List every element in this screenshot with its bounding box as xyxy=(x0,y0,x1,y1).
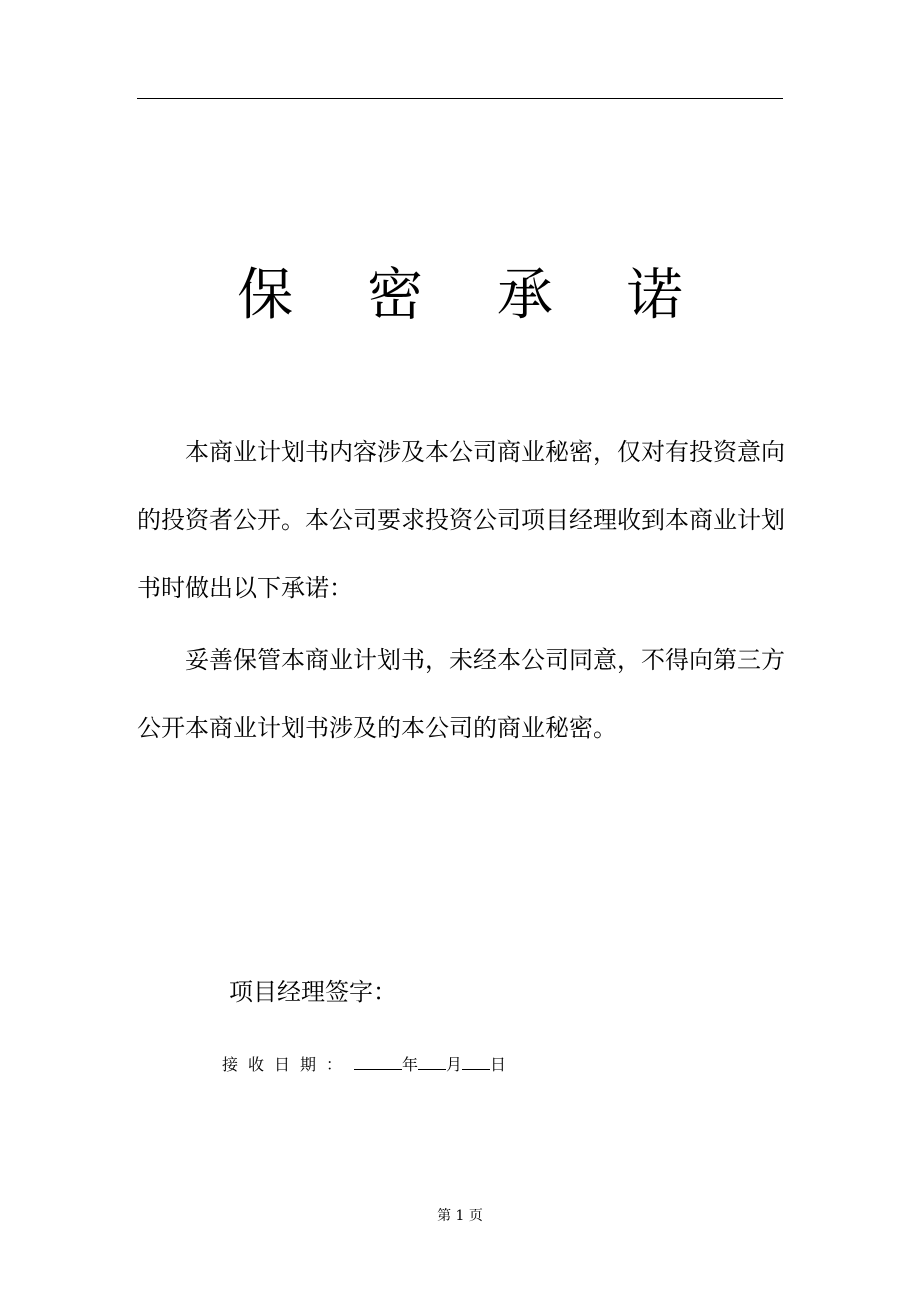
day-blank xyxy=(462,1051,490,1070)
signature-line xyxy=(229,968,397,1016)
day-unit: 日 xyxy=(490,1055,507,1074)
month-blank xyxy=(418,1051,446,1070)
year-blank xyxy=(354,1051,402,1070)
receipt-date-line xyxy=(222,1050,506,1080)
page-number-footer: 第 1 页 xyxy=(437,1208,483,1224)
month-unit: 月 xyxy=(446,1055,463,1074)
receipt-date-label: 接收日期： xyxy=(222,1055,353,1074)
commitment-paragraph-intro: 本商业计划书内容涉及本公司商业秘密，仅对有投资意向的投资者公开。本公司要求投资公司项目经理收到本商业计划书时做出以下承诺： xyxy=(137,438,785,602)
commitment-paragraph-terms: 妥善保管本商业计划书，未经本公司同意，不得向第三方公开本商业计划书涉及的本公司的商业秘密。 xyxy=(137,646,785,742)
year-unit: 年 xyxy=(402,1055,419,1074)
document-title: 保 密 承 诺 xyxy=(237,263,711,328)
header-rule xyxy=(137,98,783,99)
signature-label: 项目经理签字： xyxy=(229,978,397,1006)
